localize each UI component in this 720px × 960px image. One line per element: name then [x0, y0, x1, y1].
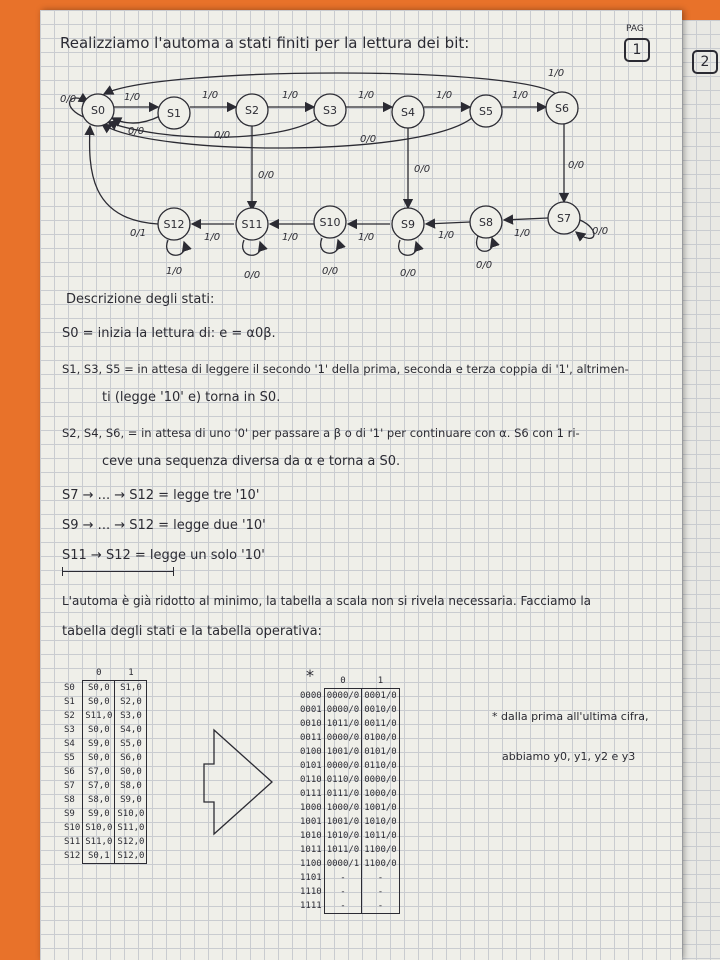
page-title: Realizziamo l'automa a stati finiti per la lettura dei bit:: [60, 34, 470, 52]
cell-input-1: S12,0: [115, 849, 147, 864]
cell-input-0: S11,0: [83, 709, 115, 723]
table-header-row: [298, 674, 399, 689]
cell-input-1: -: [362, 871, 400, 885]
table-header-row: [62, 666, 147, 681]
cell-input-0: 1010/0: [324, 829, 362, 843]
cell-input-1: -: [362, 899, 400, 914]
edge-label: 1/0: [438, 230, 455, 241]
cell-input-0: 0000/0: [324, 689, 362, 704]
edge-s1-s0: [112, 116, 160, 123]
arrow-shape: [202, 728, 282, 838]
cell-input-0: S0,1: [83, 849, 115, 864]
table-row: [62, 737, 147, 751]
cell-input-1: S8,0: [115, 779, 147, 793]
table-row: [62, 723, 147, 737]
edge-label: 0/0: [476, 260, 493, 271]
state-label-s8: S8: [479, 216, 493, 229]
edge-label: 0/0: [568, 160, 585, 171]
edge-label: 0/0: [322, 266, 339, 277]
cell-input-1: 0000/0: [362, 773, 400, 787]
cell-input-1: S6,0: [115, 751, 147, 765]
cell-input-1: S2,0: [115, 695, 147, 709]
table-row: [298, 745, 399, 759]
row-label: S7: [64, 781, 75, 791]
row-label: S11: [64, 837, 81, 847]
cell-input-0: S9,0: [83, 807, 115, 821]
table-row: [298, 899, 399, 914]
table-row: [62, 849, 147, 864]
note-line2: abbiamo y0, y1, y2 e y3: [502, 750, 636, 763]
cell-input-1: S1,0: [115, 681, 147, 696]
state-label-s5: S5: [479, 105, 493, 118]
table-row: [298, 717, 399, 731]
desc-s246-line1: S2, S4, S6, = in attesa di uno '0' per passare a β o di '1' per continuare con α. S6 con 1 ri-: [62, 426, 580, 440]
row-label: 0001: [300, 705, 322, 715]
edge-label: 1/0: [166, 266, 183, 277]
edge-label: 0/1: [130, 228, 147, 239]
edge-s7-s8: [504, 218, 548, 220]
desc-s135-line1: S1, S3, S5 = in attesa di leggere il secondo '1' della prima, seconda e terza coppia di '1', altrimen-: [62, 362, 629, 376]
row-label: 1100: [300, 859, 322, 869]
edge-label: 1/0: [358, 232, 375, 243]
row-label: 0010: [300, 719, 322, 729]
table-row: [298, 787, 399, 801]
table-row: [298, 759, 399, 773]
edge-label: 1/0: [124, 92, 141, 103]
row-label: 0111: [300, 789, 322, 799]
row-label: S3: [64, 725, 75, 735]
divider-line: [62, 571, 174, 572]
row-label: S4: [64, 739, 75, 749]
cell-input-0: 1001/0: [324, 815, 362, 829]
table-row: [298, 885, 399, 899]
desc-s135-line2: ti (legge '10' e) torna in S0.: [102, 390, 281, 405]
row-label: 0100: [300, 747, 322, 757]
table-header: 0: [340, 676, 346, 686]
state-label-s6: S6: [555, 102, 569, 115]
cell-input-1: 0011/0: [362, 717, 400, 731]
table-row: [62, 681, 147, 696]
row-label: S5: [64, 753, 75, 763]
edge-label: 0/0: [258, 170, 275, 181]
row-label: 0000: [300, 690, 322, 701]
table-header: 1: [377, 676, 384, 686]
row-label: S9: [64, 809, 75, 819]
cell-input-0: S8,0: [83, 793, 115, 807]
desc-s246-line2: ceve una sequenza diversa da α e torna a S0.: [102, 454, 401, 469]
edge-label: 1/0: [202, 90, 219, 101]
cell-input-0: 1011/0: [324, 843, 362, 857]
edge-label: 0/0: [400, 268, 417, 279]
state-table: [62, 666, 147, 864]
state-label-s4: S4: [401, 106, 415, 119]
edge-label: 1/0: [204, 232, 221, 243]
row-label: S8: [64, 795, 75, 805]
cell-input-0: 0111/0: [324, 787, 362, 801]
cell-input-0: 0000/0: [324, 731, 362, 745]
cell-input-1: 1011/0: [362, 829, 400, 843]
cell-input-1: 1010/0: [362, 815, 400, 829]
state-label-s12: S12: [163, 218, 185, 231]
table-row: [298, 731, 399, 745]
state-label-s0: S0: [91, 104, 105, 117]
desc-s0: S0 = inizia la lettura di: e = α0β.: [62, 326, 276, 341]
edge-label: 0/0: [244, 270, 261, 281]
cell-input-1: S11,0: [115, 821, 147, 835]
cell-input-0: 0000/1: [324, 857, 362, 871]
cell-input-0: S9,0: [83, 737, 115, 751]
cell-input-0: S0,0: [83, 723, 115, 737]
row-label: 1001: [300, 817, 322, 827]
table-row: [62, 779, 147, 793]
next-notebook-page: [682, 20, 720, 960]
edge-label: 1/0: [358, 90, 375, 101]
table-header: 1: [128, 668, 134, 678]
row-label: S2: [64, 711, 75, 721]
desc-s7: S7 → ... → S12 = legge tre '10': [62, 488, 260, 503]
table-row: [62, 807, 147, 821]
table-row: [298, 689, 399, 704]
cell-input-0: 0000/0: [324, 759, 362, 773]
row-label: 1110: [300, 887, 322, 897]
table-row: [62, 793, 147, 807]
row-label: 0110: [300, 775, 322, 785]
state-label-s7: S7: [557, 212, 571, 225]
edge-label: 0/0: [414, 164, 431, 175]
table-row: [62, 821, 147, 835]
cell-input-1: 1001/0: [362, 801, 400, 815]
cell-input-1: 0101/0: [362, 745, 400, 759]
cell-input-1: S5,0: [115, 737, 147, 751]
table-row: [62, 765, 147, 779]
table-row: [298, 829, 399, 843]
table-header: 0: [96, 668, 102, 678]
cell-input-1: 1100/0: [362, 857, 400, 871]
notebook-page: [40, 10, 682, 960]
table-row: [298, 871, 399, 885]
row-label: 0011: [300, 733, 322, 743]
edge-s10-self: [321, 238, 339, 253]
state-label-s2: S2: [245, 104, 259, 117]
op-table: [298, 674, 400, 914]
cell-input-1: 0010/0: [362, 703, 400, 717]
cell-input-1: S12,0: [115, 835, 147, 849]
table-row: [62, 695, 147, 709]
row-label: 1011: [300, 845, 322, 855]
cell-input-0: S0,0: [83, 695, 115, 709]
cell-input-1: S4,0: [115, 723, 147, 737]
description-heading: Descrizione degli stati:: [66, 292, 215, 307]
cell-input-1: 0100/0: [362, 731, 400, 745]
edge-s9-self: [399, 240, 417, 255]
row-label: 1010: [300, 831, 322, 841]
cell-input-0: 1011/0: [324, 717, 362, 731]
cell-input-0: 1000/0: [324, 801, 362, 815]
page-number: 1: [624, 38, 650, 62]
edge-label: 0/0: [592, 226, 609, 237]
state-label-s10: S10: [319, 216, 341, 229]
cell-input-1: 0001/0: [362, 689, 400, 704]
edge-s6-s0-top: [104, 73, 556, 94]
state-label-s11: S11: [241, 218, 263, 231]
row-label: 1111: [300, 901, 322, 912]
edge-label: 0/0: [214, 130, 231, 141]
edge-label: 0/0: [60, 94, 77, 105]
cell-input-1: 0110/0: [362, 759, 400, 773]
table-row: [298, 857, 399, 871]
edge-label: 1/0: [512, 90, 529, 101]
table-row: [298, 843, 399, 857]
edge-s12-s0: [90, 126, 158, 224]
pag-label: PAG: [626, 24, 644, 34]
note-line1: * dalla prima all'ultima cifra,: [492, 710, 649, 723]
cell-input-1: S3,0: [115, 709, 147, 723]
state-label-s3: S3: [323, 104, 337, 117]
edge-label: 0/0: [360, 134, 377, 145]
edge-s8-s9: [426, 222, 470, 224]
edge-label: 1/0: [282, 232, 299, 243]
state-label-s9: S9: [401, 218, 415, 231]
row-label: S12: [64, 851, 81, 862]
edge-label: 1/0: [282, 90, 299, 101]
edge-label: 1/0: [514, 228, 531, 239]
cell-input-0: -: [324, 871, 362, 885]
table-row: [62, 751, 147, 765]
state-label-s1: S1: [167, 107, 181, 120]
edge-label: 0/0: [128, 126, 145, 137]
cell-input-0: -: [324, 899, 362, 914]
next-page-number: 2: [692, 50, 718, 74]
state-diagram: [40, 60, 682, 330]
cell-input-1: 1000/0: [362, 787, 400, 801]
edge-s12-self: [167, 240, 185, 255]
row-label: S1: [64, 697, 75, 707]
cell-input-0: S0,0: [83, 751, 115, 765]
table-row: [62, 709, 147, 723]
cell-input-1: S0,0: [115, 765, 147, 779]
cell-input-1: -: [362, 885, 400, 899]
row-label: S6: [64, 767, 75, 777]
cell-input-0: -: [324, 885, 362, 899]
cell-input-0: 1001/0: [324, 745, 362, 759]
table-row: [62, 835, 147, 849]
edge-s11-self: [243, 240, 261, 255]
desc-s9: S9 → ... → S12 = legge due '10': [62, 518, 266, 533]
cell-input-0: S0,0: [83, 681, 115, 696]
cell-input-0: S10,0: [83, 821, 115, 835]
table-row: [298, 703, 399, 717]
row-label: 0101: [300, 761, 322, 771]
cell-input-0: S11,0: [83, 835, 115, 849]
desc-s11: S11 → S12 = legge un solo '10': [62, 548, 265, 563]
edge-label: 1/0: [436, 90, 453, 101]
table-row: [298, 815, 399, 829]
conclusion-line1: L'automa è già ridotto al minimo, la tabella a scala non si rivela necessaria. Facciamo la: [62, 594, 592, 608]
row-label: 1000: [300, 803, 322, 813]
cell-input-1: 1100/0: [362, 843, 400, 857]
cell-input-0: 0110/0: [324, 773, 362, 787]
conclusion-line2: tabella degli stati e la tabella operativa:: [62, 624, 322, 639]
row-label: S0: [64, 682, 75, 693]
cell-input-0: S7,0: [83, 765, 115, 779]
cell-input-0: 0000/0: [324, 703, 362, 717]
cell-input-1: S9,0: [115, 793, 147, 807]
row-label: 1101: [300, 873, 322, 883]
edge-label: 1/0: [548, 68, 565, 79]
table-row: [298, 801, 399, 815]
table-row: [298, 773, 399, 787]
cell-input-0: S7,0: [83, 779, 115, 793]
cell-input-1: S10,0: [115, 807, 147, 821]
row-label: S10: [64, 823, 81, 833]
op-table-marker: *: [306, 666, 314, 685]
